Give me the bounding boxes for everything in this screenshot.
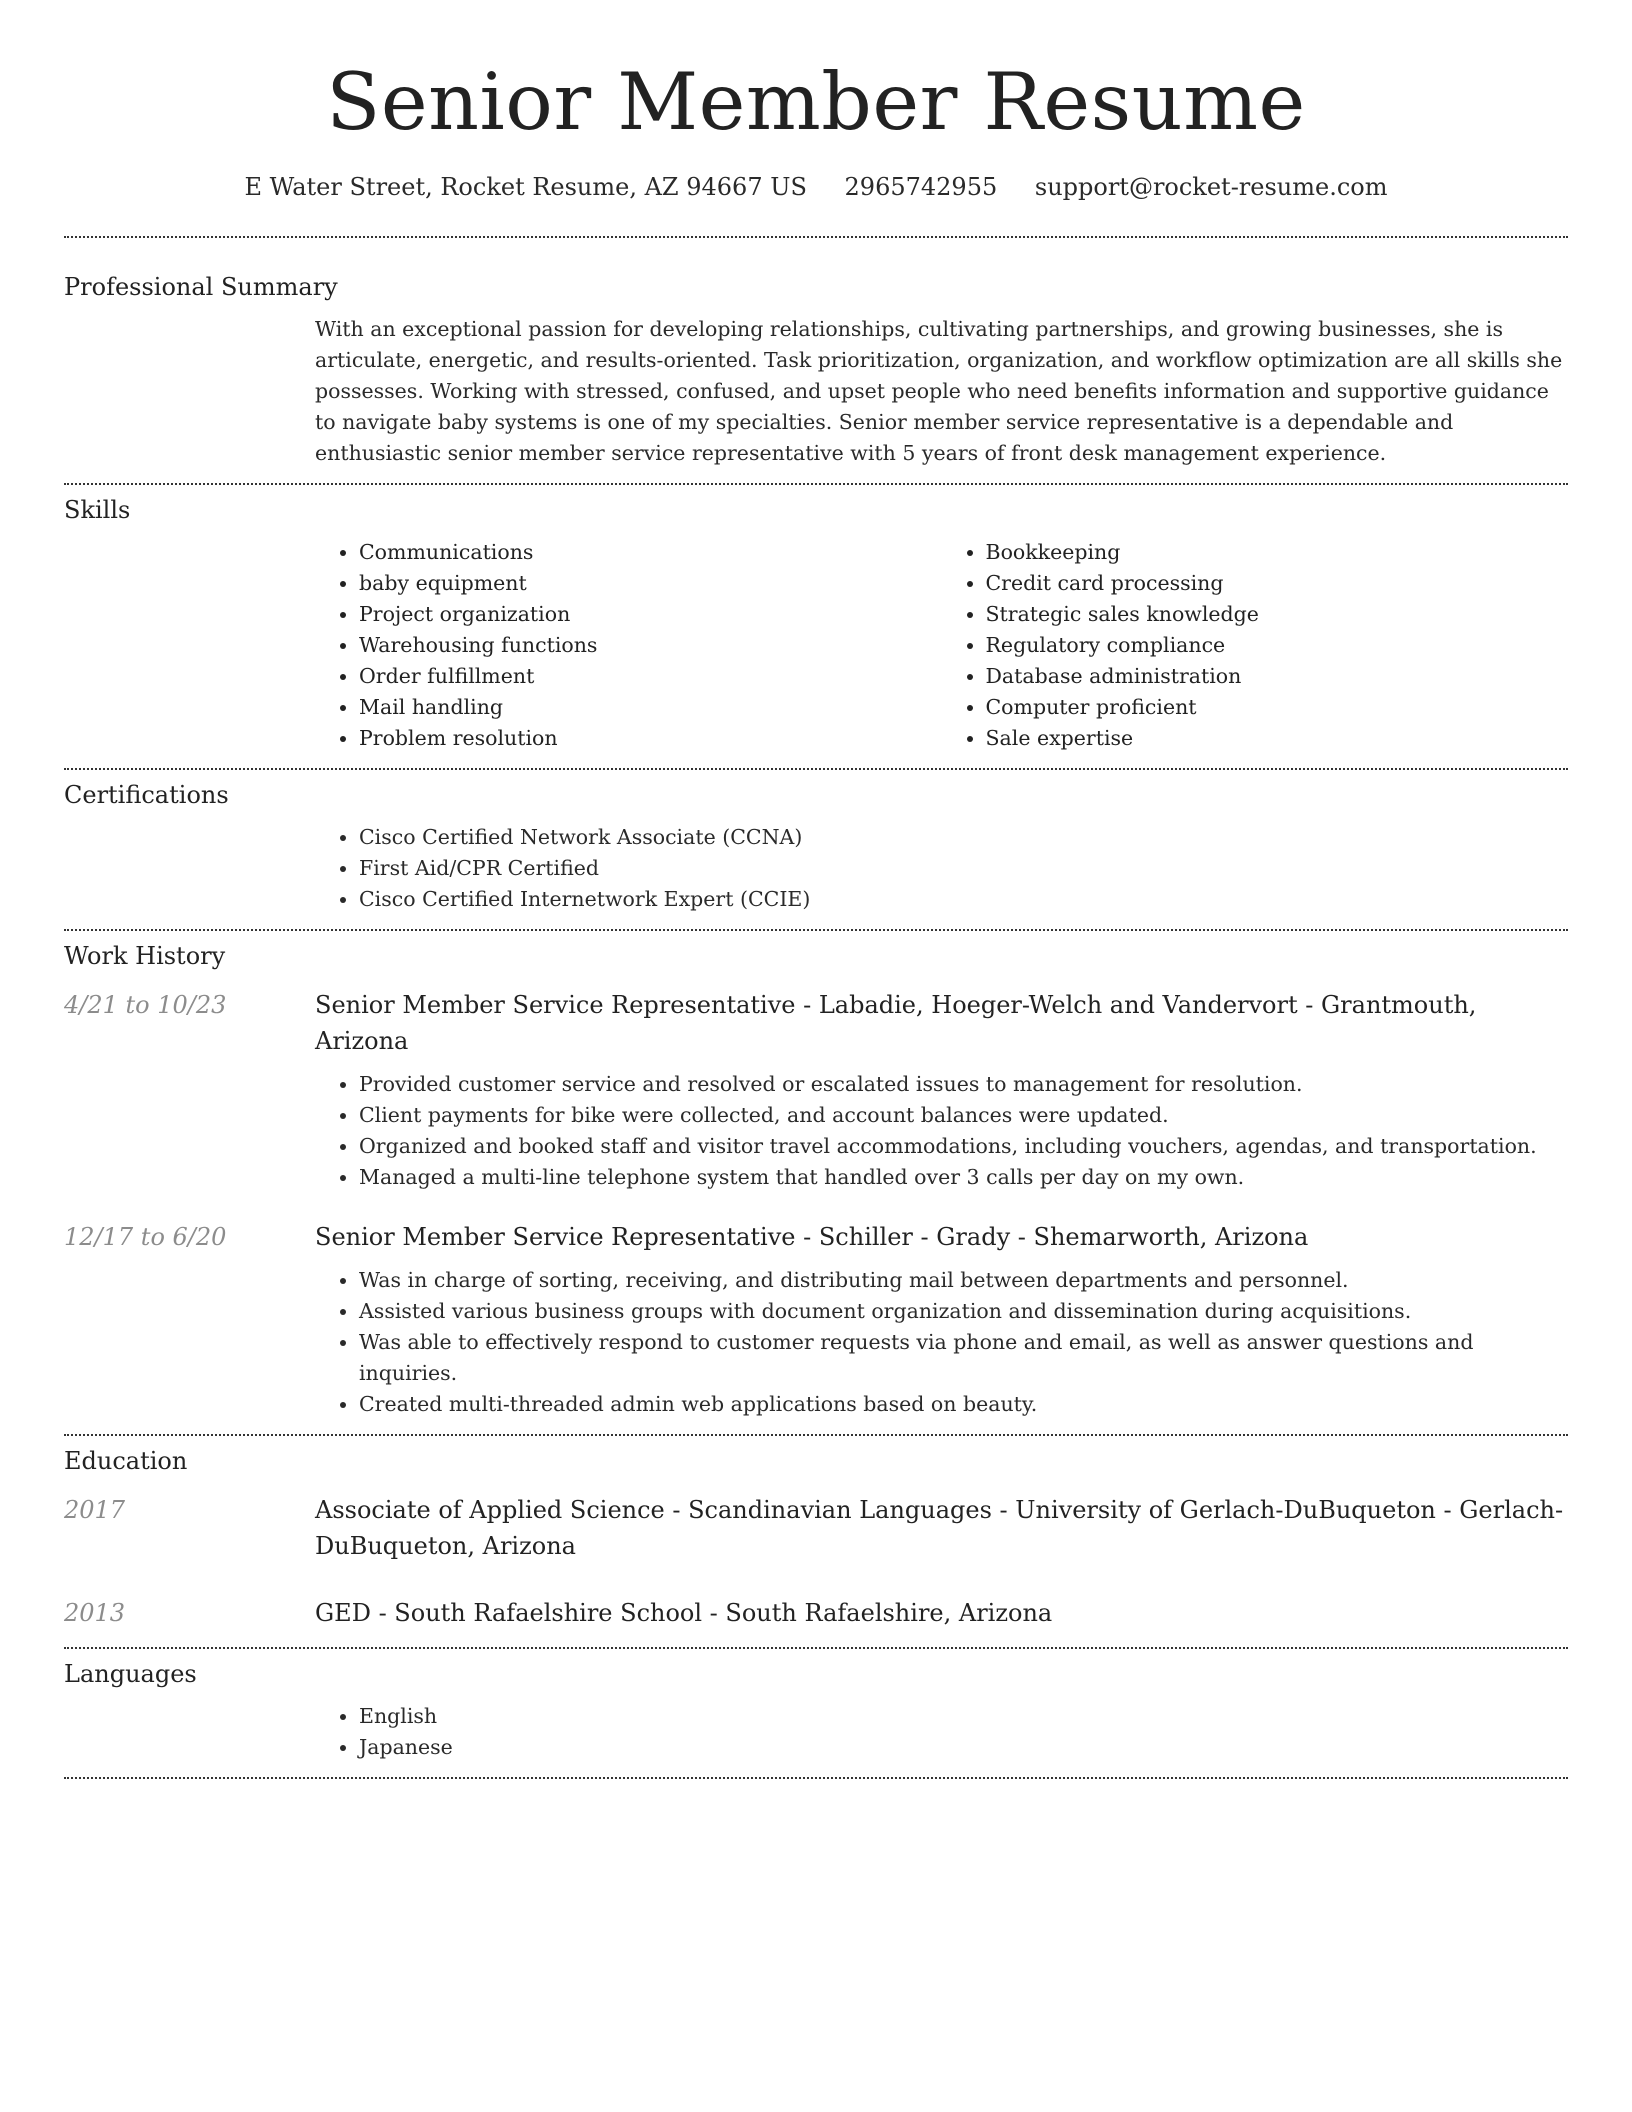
skill-item: • Project organization [359, 599, 942, 630]
job-dates: 12/17 to 6/20 [64, 1223, 227, 1251]
address-text: E Water Street, Rocket Resume, AZ 94667 US [244, 173, 807, 201]
skills-grid [315, 537, 1568, 754]
certifications-list [315, 822, 1568, 915]
job-bullet: • Was able to effectively respond to customer requests via phone and email, as well as answer questions and inquiries. [359, 1327, 1568, 1389]
job-bullet: • Client payments for bike were collected, and account balances were updated. [359, 1100, 1568, 1131]
resume-name: Senior Member Resume [326, 56, 1306, 148]
resume-page [64, 0, 1568, 1779]
job-entry [64, 1219, 1568, 1420]
education-title: Education [64, 1447, 188, 1475]
skill-item: • Regulatory compliance [986, 630, 1569, 661]
certification-item: • Cisco Certified Network Associate (CCNA) [359, 822, 1568, 853]
job-entry [64, 987, 1568, 1193]
work-section [64, 931, 1568, 1420]
certifications-title: Certifications [64, 781, 229, 809]
skill-item: • Computer proficient [986, 692, 1569, 723]
education-entry [64, 1492, 1568, 1564]
job-bullet: • Assisted various business groups with document organization and dissemination during acquisitions. [359, 1296, 1568, 1327]
skill-item: • Mail handling [359, 692, 942, 723]
skills-title: Skills [64, 496, 131, 524]
job-heading-row [64, 1219, 1568, 1255]
languages-list [315, 1701, 1568, 1763]
skill-item: • Bookkeeping [986, 537, 1569, 568]
job-body [315, 1265, 1568, 1420]
languages-title: Languages [64, 1660, 197, 1688]
language-item: • English [359, 1701, 1568, 1732]
certification-item: • First Aid/CPR Certified [359, 853, 1568, 884]
phone-text: 2965742955 [844, 173, 998, 201]
language-item: • Japanese [359, 1732, 1568, 1763]
languages-section [64, 1649, 1568, 1763]
certification-item: • Cisco Certified Internetwork Expert (CCIE) [359, 884, 1568, 915]
skill-item: • Strategic sales knowledge [986, 599, 1569, 630]
skill-item: • Problem resolution [359, 723, 942, 754]
education-year: 2013 [64, 1599, 126, 1627]
job-bullets [315, 1069, 1568, 1193]
summary-title: Professional Summary [64, 273, 338, 301]
skills-left-list [315, 537, 942, 754]
skill-item: • Database administration [986, 661, 1569, 692]
languages-body [315, 1701, 1568, 1763]
skill-item: • baby equipment [359, 568, 942, 599]
job-heading: Senior Member Service Representative - Schiller - Grady - Shemarworth, Arizona [315, 1223, 1309, 1251]
summary-text: With an exceptional passion for developing relationships, cultivating partnerships, and growing businesses, she is articulate, energetic, and results-oriented. Task prioritization, organization, and workflow optimization are all skills she possesses. Working with stressed, confused, and upset people who need benefits information and supportive guidance to navigate baby systems is one of my specialties. Senior member service representative is a dependable and enthusiastic senior member service representative with 5 years of front desk management experience. [315, 317, 1563, 465]
job-heading-row [64, 987, 1568, 1059]
skill-item: • Order fulfillment [359, 661, 942, 692]
education-entry [64, 1595, 1568, 1631]
education-heading: GED - South Rafaelshire School - South Rafaelshire, Arizona [315, 1599, 1053, 1627]
job-bullets [315, 1265, 1568, 1420]
contact-line [64, 172, 1568, 202]
summary-section [64, 238, 1568, 469]
job-bullet: • Was in charge of sorting, receiving, and distributing mail between departments and personnel. [359, 1265, 1568, 1296]
skills-section [64, 485, 1568, 754]
education-heading: Associate of Applied Science - Scandinavian Languages - University of Gerlach-DuBuqueton - Gerlach-DuBuqueton, Arizona [315, 1496, 1564, 1560]
job-bullet: • Provided customer service and resolved or escalated issues to management for resolution. [359, 1069, 1568, 1100]
certifications-body [315, 822, 1568, 915]
email-text: support@rocket-resume.com [1034, 173, 1388, 201]
certifications-section [64, 770, 1568, 915]
education-section [64, 1436, 1568, 1631]
job-body [315, 1069, 1568, 1193]
job-bullet: • Organized and booked staff and visitor travel accommodations, including vouchers, agendas, and transportation. [359, 1131, 1568, 1162]
skills-right-list [942, 537, 1569, 754]
skill-item: • Warehousing functions [359, 630, 942, 661]
education-year: 2017 [64, 1496, 126, 1524]
job-dates: 4/21 to 10/23 [64, 991, 227, 1019]
work-title: Work History [64, 942, 226, 970]
job-bullet: • Created multi-threaded admin web applications based on beauty. [359, 1389, 1568, 1420]
skill-item: • Credit card processing [986, 568, 1569, 599]
job-heading: Senior Member Service Representative - Labadie, Hoeger-Welch and Vandervort - Grantmouth, Arizona [315, 991, 1477, 1055]
skill-item: • Sale expertise [986, 723, 1569, 754]
job-bullet: • Managed a multi-line telephone system that handled over 3 calls per day on my own. [359, 1162, 1568, 1193]
divider [64, 1777, 1568, 1779]
skill-item: • Communications [359, 537, 942, 568]
